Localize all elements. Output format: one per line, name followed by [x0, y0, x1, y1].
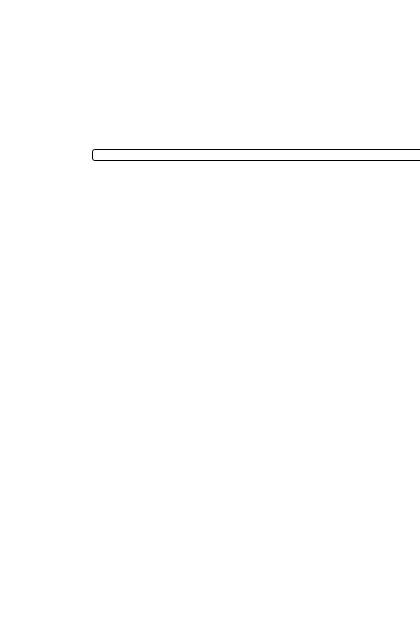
bottom-keyboard-diagram — [0, 466, 420, 594]
top-keyboard-diagram — [0, 164, 420, 292]
songs-table — [0, 327, 420, 427]
bottom-sharp-note-labels — [0, 594, 420, 602]
top-natural-note-labels — [0, 300, 420, 308]
preset-songs-header — [92, 149, 420, 161]
bottom-natural-note-labels — [0, 602, 420, 610]
top-sharp-note-labels — [0, 292, 420, 300]
